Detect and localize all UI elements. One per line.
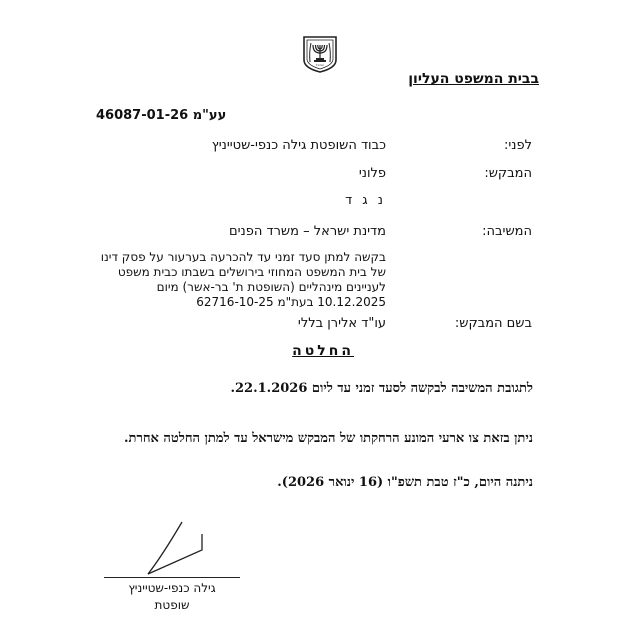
counsel-label: בשם המבקש: xyxy=(454,316,532,331)
signature-icon xyxy=(140,520,210,578)
svg-text:ישראל: ישראל xyxy=(315,63,325,67)
counsel-name: עו"ד אלירן בללי xyxy=(297,316,386,331)
case-subject: בקשה למתן סעד זמני עד להכרעה בערעור על פסק דינו של בית המשפט המחוזי בירושלים בשבתו כבית משפט לעניינים מינהליים (השופטת ת' בר-אשר) מיום 10.12.2025 בעת"מ 62716-10-25 xyxy=(100,250,386,309)
versus-label: נ ג ד xyxy=(345,193,386,208)
decision-paragraph-2: ניתן בזאת צו ארעי המונע הרחקתו של המבקש מישראל עד למתן החלטה אחרת. xyxy=(124,431,533,446)
signature-line xyxy=(104,577,240,578)
decision-paragraph-3: ניתנה היום, כ"ז טבת תשפ"ו (16 ינואר 2026). xyxy=(277,475,533,490)
judge-name: כבוד השופטת גילה כנפי-שטייניץ xyxy=(211,138,386,153)
applicant-name: פלוני xyxy=(358,166,386,181)
respondent-name: מדינת ישראל – משרד הפנים xyxy=(229,224,386,239)
decision-paragraph-1: לתגובת המשיבה לבקשה לסעד זמני עד ליום 22.1.2026. xyxy=(230,381,533,396)
applicant-label: המבקש: xyxy=(484,166,532,181)
emblem-of-israel-icon xyxy=(300,34,340,74)
case-number: עע"מ 46087-01-26 xyxy=(96,108,227,123)
before-label: לפני: xyxy=(504,138,532,153)
judge-signature-role: שופטת xyxy=(154,598,190,612)
court-title: בבית המשפט העליון xyxy=(408,71,539,87)
decision-title: החלטה xyxy=(292,343,354,359)
judge-signature-name: גילה כנפי-שטייניץ xyxy=(128,581,216,595)
respondent-label: המשיבה: xyxy=(482,224,532,239)
